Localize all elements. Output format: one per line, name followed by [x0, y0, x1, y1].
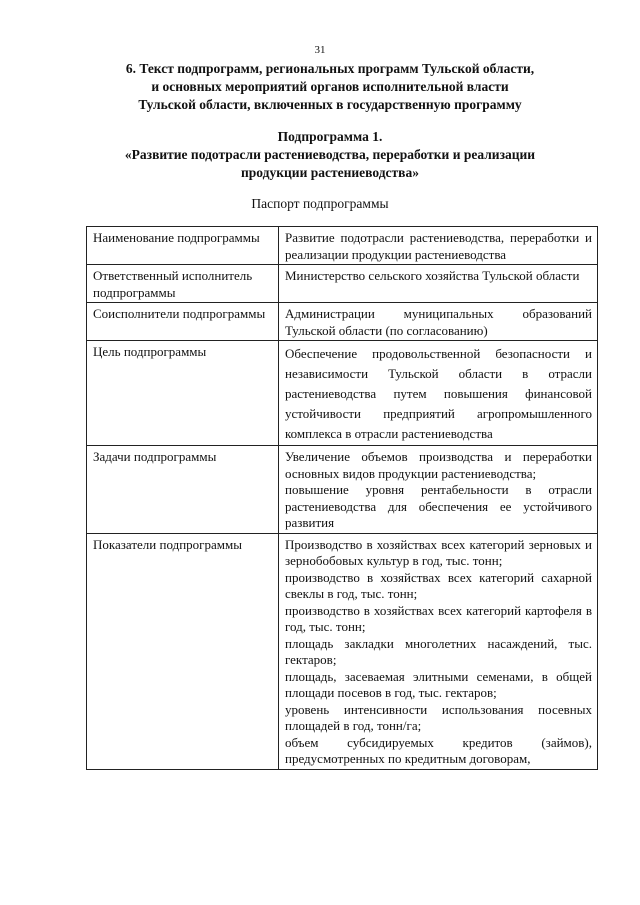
row-value-paragraph: Министерство сельского хозяйства Тульской области: [285, 268, 580, 283]
row-value-paragraph: уровень интенсивности использования посевных площадей в год, тонн/га;: [285, 701, 592, 733]
subprogram-heading-line: Подпрограмма 1.: [277, 129, 383, 144]
table-row: [87, 533, 598, 769]
subprogram-heading: [60, 128, 600, 182]
section-heading-line: и основных мероприятий органов исполнительной власти: [151, 79, 509, 94]
table-row: [87, 446, 598, 534]
section-heading: [60, 60, 600, 114]
row-name: Ответственный исполнитель подпрограммы: [87, 265, 279, 303]
row-name: Задачи подпрограммы: [87, 446, 279, 534]
row-name: Наименование подпрограммы: [87, 227, 279, 265]
row-name: Соисполнители подпрограммы: [87, 303, 279, 341]
row-value: [279, 341, 598, 446]
section-heading-line: Тульской области, включенных в государственную программу: [138, 97, 522, 112]
row-value-paragraph: Администрации муниципальных образований Тульской области (по согласованию): [285, 306, 592, 338]
subprogram-heading-line: «Развитие подотрасли растениеводства, переработки и реализации: [124, 147, 536, 162]
table-row: [87, 303, 598, 341]
row-value-paragraph: Увеличение объемов производства и переработки основных видов продукции растениеводства;: [285, 449, 592, 481]
row-value-paragraph: Производство в хозяйствах всех категорий зерновых и зернобобовых культур в год, тыс. тонн;: [285, 536, 592, 568]
row-value: [279, 446, 598, 534]
row-value-paragraph: объем субсидируемых кредитов (займов), предусмотренных по кредитным договорам,: [285, 734, 592, 766]
passport-table: [86, 226, 598, 770]
table-row: [87, 265, 598, 303]
passport-caption: Паспорт подпрограммы: [251, 196, 389, 211]
section-heading-line: 6. Текст подпрограмм, региональных программ Тульской области,: [125, 61, 535, 76]
row-value-paragraph: Обеспечение продовольственной безопасности и независимости Тульской области в отрасли растениеводства путем повышения финансовой устойчивости предприятий агропромышленного комплекса в отрасли растениеводства: [285, 346, 592, 441]
row-value: [279, 227, 598, 265]
row-value-paragraph: производство в хозяйствах всех категорий картофеля в год, тыс. тонн;: [285, 602, 592, 634]
row-value-paragraph: Развитие подотрасли растениеводства, переработки и реализации продукции растениеводства: [285, 230, 592, 262]
row-value-paragraph: повышение уровня рентабельности в отрасли растениеводства для обеспечения ее устойчивого развития: [285, 482, 592, 530]
row-name: Цель подпрограммы: [87, 341, 279, 446]
row-value-paragraph: площадь закладки многолетних насаждений, тыс. гектаров;: [285, 635, 592, 667]
row-value: [279, 533, 598, 769]
row-name: Показатели подпрограммы: [87, 533, 279, 769]
page-number: 31: [314, 44, 326, 56]
row-value-paragraph: производство в хозяйствах всех категорий сахарной свеклы в год, тыс. тонн;: [285, 569, 592, 601]
table-row: [87, 227, 598, 265]
table-row: [87, 341, 598, 446]
row-value-paragraph: площадь, засеваемая элитными семенами, в общей площади посевов в год, тыс. гектаров;: [285, 668, 592, 700]
row-value: [279, 265, 598, 303]
row-value: [279, 303, 598, 341]
subprogram-heading-line: продукции растениеводства»: [241, 165, 419, 180]
